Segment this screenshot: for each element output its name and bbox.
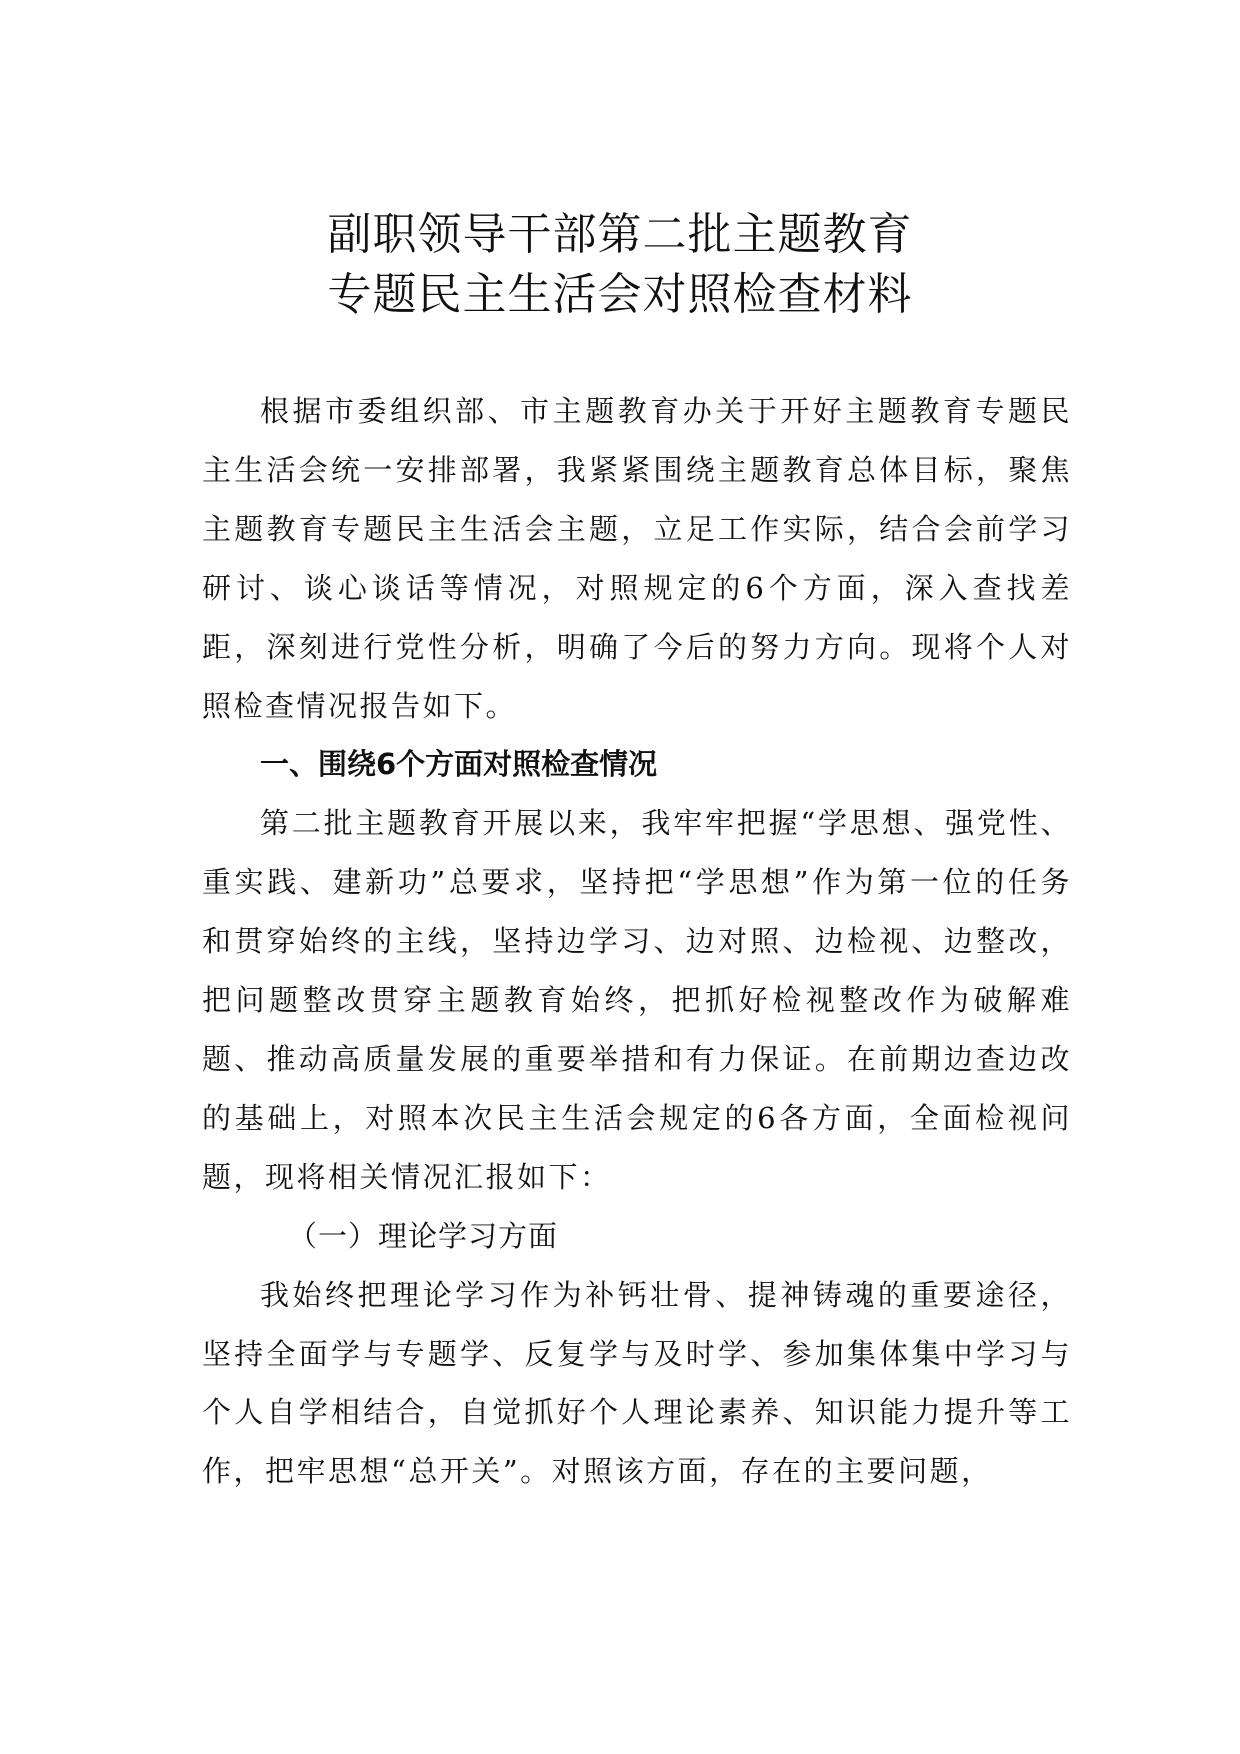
intro-paragraph: 根据市委组织部、市主题教育办关于开好主题教育专题民主生活会统一安排部署，我紧紧围绕主题教育总体目标，聚焦主题教育专题民主生活会主题，立足工作实际，结合会前学习研讨、谈心谈话等情况，对照规定的6个方面，深入查找差距，深刻进行党性分析，明确了今后的努力方向。现将个人对照检查情况报告如下。 — [202, 394, 1072, 723]
title-line-2: 专题民主生活会对照检查材料 — [327, 269, 913, 320]
document-body — [202, 382, 1072, 1501]
section-heading: 一、围绕6个方面对照检查情况 — [260, 747, 658, 782]
title-line-1: 副职领导干部第二批主题教育 — [327, 209, 913, 260]
document-title — [0, 205, 1240, 325]
subsection-heading: （一）理论学习方面 — [288, 1218, 559, 1253]
section-paragraph: 第二批主题教育开展以来，我牢牢把握“学思想、强党性、重实践、建新功”总要求，坚持把“学思想”作为第一位的任务和贯穿始终的主线，坚持边学习、边对照、边检视、边整改，把问题整改贯穿主题教育始终，把抓好检视整改作为破解难题、推动高质量发展的重要举措和有力保证。在前期边查边改的基础上，对照本次民主生活会规定的6各方面，全面检视问题，现将相关情况汇报如下： — [202, 806, 1072, 1194]
subsection-paragraph: 我始终把理论学习作为补钙壮骨、提神铸魂的重要途径，坚持全面学与专题学、反复学与及时学、参加集体集中学习与个人自学相结合，自觉抓好个人理论素养、知识能力提升等工作，把牢思想“总开关”。对照该方面，存在的主要问题， — [202, 1277, 1072, 1489]
